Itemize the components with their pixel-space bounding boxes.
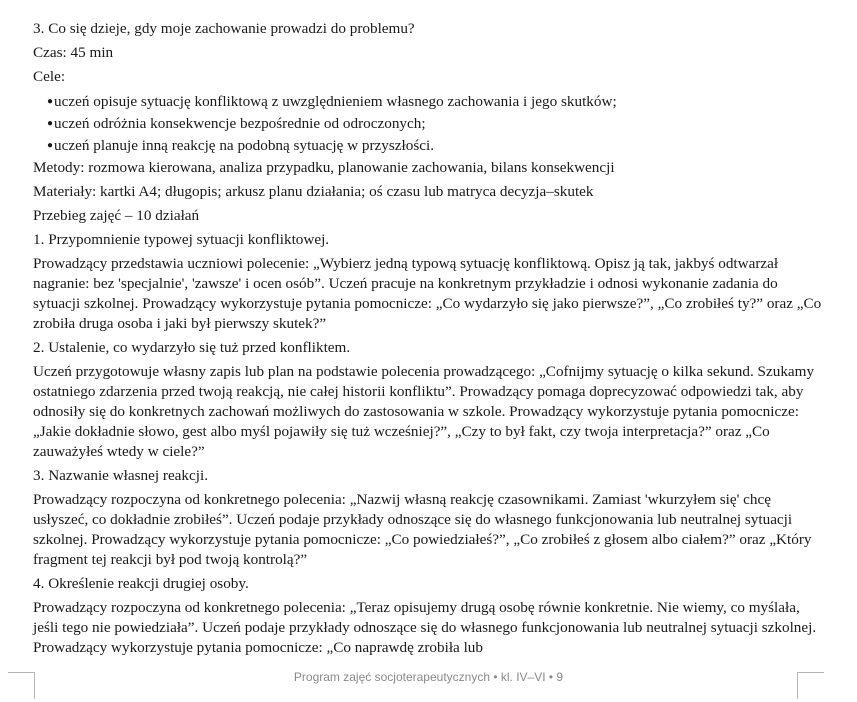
goals-label: Cele: (33, 68, 66, 85)
step-heading: 2. Ustalenie, co wydarzyło się tuż przed konfliktem. (33, 339, 351, 356)
page-footer: Program zajęć socjoterapeutycznych • kl. IV–VI • 9 (293, 670, 564, 684)
step-body: Prowadzący rozpoczyna od konkretnego polecenia: „Nazwij własną reakcję czasownikami. Zamiast 'wkurzyłem się' chcę usłyszeć, co dokładnie zrobiłeś”. Uczeń podaje przykłady odnoszące się do własnego funkcjonowania lub neutralnej sytuacji szkolnej. Prowadzący wykorzystuje pytania pomocnicze: „Co powiedziałeś?”, „Co zrobiłeś z głosem albo ciałem?” oraz „Który fragment tej reakcji był pod twoją kontrolą?” (33, 491, 812, 568)
materials: Materiały: kartki A4; długopis; arkusz planu działania; oś czasu lub matryca decyzja–skutek (33, 183, 594, 200)
goal-item: ● uczeń opisuje sytuację konfliktową z uwzględnieniem własnego zachowania i jego skutków; (47, 92, 823, 114)
step-body: Uczeń przygotowuje własny zapis lub plan na podstawie polecenia prowadzącego: „Cofnijmy sytuację o kilka sekund. Szukamy ostatniego zdarzenia przed twoją reakcją, nie całej historii konfliktu”. Prowadzący pomaga doprecyzować odpowiedzi tak, aby odnosiły się do konkretnych zachowań możliwych do zastosowania w szkole. Prowadzący wykorzystuje pytania pomocnicze: „Jakie dokładnie słowo, gest albo myśl pojawiły się tuż wcześniej?”, „Czy to był fakt, czy twoja interpretacja?” oraz „Co zauważyłeś wtedy w ciele?” (33, 363, 815, 460)
document-body (33, 19, 823, 658)
goal-item: ● uczeń odróżnia konsekwencje bezpośrednie od odroczonych; (47, 114, 823, 136)
step-body: Prowadzący rozpoczyna od konkretnego polecenia: „Teraz opisujemy drugą osobę równie konkretnie. Nie wiemy, co myślała, jeśli tego nie powiedziała”. Uczeń podaje przykłady odnoszące się do własnego funkcjonowania lub neutralnej sytuacji szkolnej. Prowadzący wykorzystuje pytania pomocnicze: „Co naprawdę zrobiła lub (33, 599, 817, 656)
methods: Metody: rozmowa kierowana, analiza przypadku, planowanie zachowania, bilans konsekwencji (33, 159, 615, 176)
step-heading: 1. Przypomnienie typowej sytuacji konfliktowej. (33, 231, 330, 248)
goal-item: ● uczeń planuje inną reakcję na podobną sytuację w przyszłości. (47, 136, 823, 158)
lesson-title: 3. Co się dzieje, gdy moje zachowanie prowadzi do problemu? (33, 20, 415, 37)
course-heading: Przebieg zajęć – 10 działań (33, 207, 200, 224)
step-heading: 3. Nazwanie własnej reakcji. (33, 467, 208, 484)
goals-list (33, 92, 823, 158)
step-body: Prowadzący przedstawia uczniowi polecenie: „Wybierz jedną typową sytuację konfliktową. Opisz ją tak, jakbyś odtwarzał nagranie: bez 'specjalnie', 'zawsze' i ocen osób”. Uczeń pracuje na konkretnym przykładzie i odnosi wykonanie zadania do sytuacji szkolnej. Prowadzący wykorzystuje pytania pomocnicze: „Co wydarzyło się jako pierwsze?”, „Co zrobiłeś ty?” oraz „Co zrobiła druga osoba i jaki był pierwszy skutek?” (33, 255, 822, 332)
lesson-time: Czas: 45 min (33, 44, 114, 61)
step-heading: 4. Określenie reakcji drugiej osoby. (33, 575, 249, 592)
